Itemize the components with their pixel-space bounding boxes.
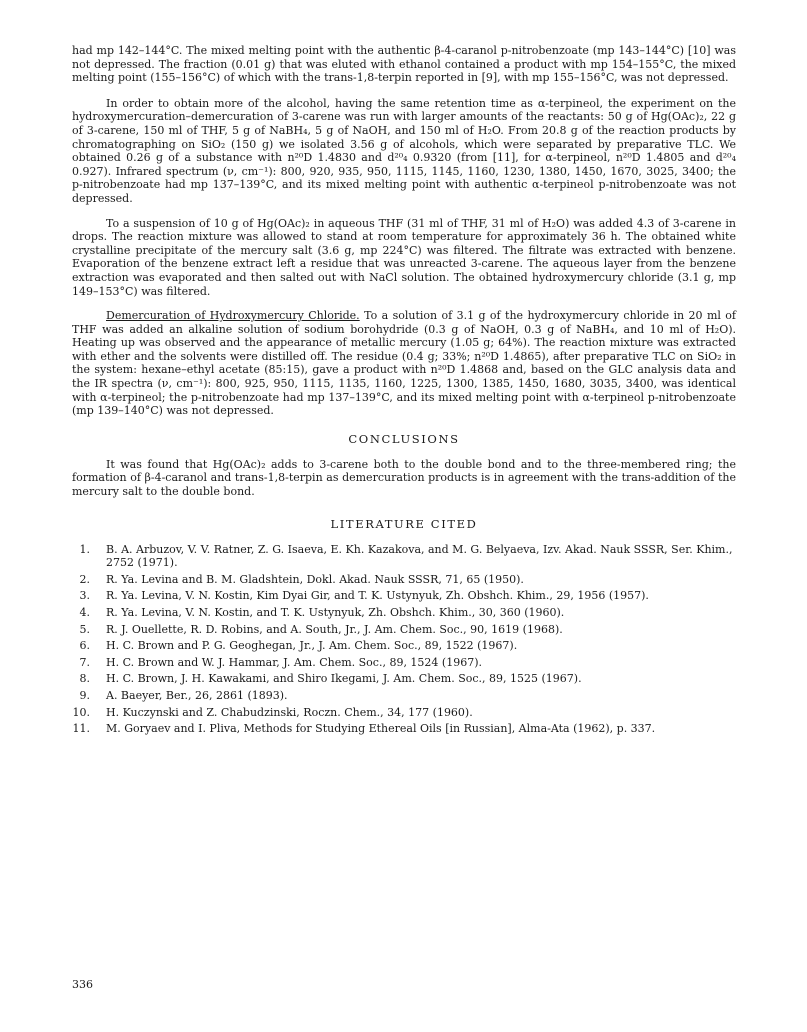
reference-number: 11. <box>72 722 90 736</box>
reference-text: R. Ya. Levina and B. M. Gladshtein, Dokl. Akad. Nauk SSSR, 71, 65 (1950). <box>106 572 524 586</box>
literature-heading: LITERATURE CITED <box>330 516 478 531</box>
reference-number: 10. <box>72 705 90 719</box>
reference-item <box>72 639 736 653</box>
reference-item <box>72 589 736 603</box>
reference-text: H. C. Brown and W. J. Hammar, J. Am. Chem. Soc., 89, 1524 (1967). <box>106 655 482 669</box>
reference-item <box>72 606 736 620</box>
reference-item <box>72 656 736 670</box>
reference-text: R. Ya. Levina, V. N. Kostin, and T. K. Ustynyuk, Zh. Obshch. Khim., 30, 360 (1960). <box>106 606 565 619</box>
body-paragraph-1: had mp 142–144°C. The mixed melting point with the authentic β-4-caranol p-nitrobenzoate (mp 143–144°C) [10] was not depressed. The fraction (0.01 g) that was eluted with ethanol contained a product with mp 154–155°C, the mixed melting point (155–156°C) of which with the trans-1,8-terpin reported in [9], with mp 155–156°C, was not depressed. <box>72 44 736 85</box>
reference-item <box>72 672 736 686</box>
reference-item <box>72 722 736 736</box>
reference-number: 8. <box>79 672 90 686</box>
section-run-in-heading: Demercuration of Hydroxymercury Chloride. <box>106 309 360 323</box>
reference-text: B. A. Arbuzov, V. V. Ratner, Z. G. Isaeva, E. Kh. Kazakova, and M. G. Belyaeva, Izv. Akad. Nauk SSSR, Ser. Khim., 2752 (1971). <box>106 542 733 570</box>
reference-item <box>72 623 736 637</box>
reference-number: 4. <box>79 606 90 619</box>
reference-list <box>72 543 736 736</box>
reference-text: H. C. Brown and P. G. Geoghegan, Jr., J. Am. Chem. Soc., 89, 1522 (1967). <box>106 639 518 653</box>
reference-number: 2. <box>79 572 90 586</box>
reference-number: 6. <box>79 639 90 653</box>
reference-item <box>72 573 736 587</box>
reference-text: A. Baeyer, Ber., 26, 2861 (1893). <box>106 688 288 702</box>
body-paragraph-2: In order to obtain more of the alcohol, having the same retention time as α-terpineol, the experiment on the hydroxymercuration–demercuration of 3-carene was run with larger amounts of the reactants: 50 g of Hg(OAc)₂, 22 g of 3-carene, 150 ml of THF, 5 g of NaBH₄, 5 g of NaOH, and 150 ml of H₂O. From 20.8 g of the reaction products by chromatographing on SiO₂ (150 g) we isolated 3.56 g of alcohols, which were separated by preparative TLC. We obtained 0.26 g of a substance with n²⁰D 1.4830 and d²⁰₄ 0.9320 (from [11], for α-terpineol, n²⁰D 1.4805 and d²⁰₄ 0.927). Infrared spectrum (ν, cm⁻¹): 800, 920, 935, 950, 1115, 1145, 1160, 1230, 1380, 1450, 1670, 3025, 3400; the p-nitrobenzoate had mp 137–139°C, and its mixed melting point with authentic α-terpineol p-nitrobenzoate was not depressed. <box>72 96 736 205</box>
reference-number: 9. <box>79 688 90 702</box>
reference-number: 3. <box>79 589 90 603</box>
reference-number: 5. <box>79 622 90 636</box>
conclusions-text: It was found that Hg(OAc)₂ adds to 3-carene both to the double bond and to the three-membered ring; the formation of β-4-caranol and trans-1,8-terpin as demercuration products is in agreement with the trans-addition of the mercury salt to the double bond. <box>72 457 736 499</box>
reference-text: R. J. Ouellette, R. D. Robins, and A. South, Jr., J. Am. Chem. Soc., 90, 1619 (1968). <box>106 622 563 636</box>
reference-text: H. C. Brown, J. H. Kawakami, and Shiro Ikegami, J. Am. Chem. Soc., 89, 1525 (1967). <box>106 672 582 686</box>
reference-number: 1. <box>79 542 90 556</box>
reference-item <box>72 706 736 720</box>
reference-text: R. Ya. Levina, V. N. Kostin, Kim Dyai Gir, and T. K. Ustynyuk, Zh. Obshch. Khim., 29, 1956 (1957). <box>106 589 649 603</box>
reference-text: M. Goryaev and I. Pliva, Methods for Studying Etherеal Oils [in Russian], Alma-Ata (1962), p. 337. <box>106 722 656 736</box>
page-number: 336 <box>72 978 93 991</box>
reference-number: 7. <box>79 655 90 669</box>
conclusions-heading: CONCLUSIONS <box>348 431 460 446</box>
paper-page <box>72 44 736 739</box>
body-paragraph-4-text: To a solution of 3.1 g of the hydroxymercury chloride in 20 ml of THF was added an alkaline solution of sodium borohydride (0.3 g of NaOH, 0.3 g of NaBH₄, and 10 ml of H₂O). Heating up was observed and the appearance of metallic mercury (1.05 g; 64%). The reaction mixture was extracted with ether and the solvents were distilled off. The residue (0.4 g; 33%; n²⁰D 1.4865), after preparative TLC on SiO₂ in the system: hexane–ethyl acetate (85:15), gave a product with n²⁰D 1.4868 and, based on the GLC analysis data and the IR spectra (ν, cm⁻¹): 800, 925, 950, 1115, 1135, 1160, 1225, 1300, 1385, 1450, 1680, 3035, 3400, was identical with α-terpineol; the p-nitrobenzoate had mp 137–139°C, and its mixed melting point with α-terpineol p-nitrobenzoate (mp 139–140°C) was not depressed. <box>72 309 736 418</box>
reference-item <box>72 543 736 570</box>
reference-text: H. Kuczynski and Z. Chabudzinski, Roczn. Chem., 34, 177 (1960). <box>106 705 473 719</box>
body-paragraph-3: To a suspension of 10 g of Hg(OAc)₂ in aqueous THF (31 ml of THF, 31 ml of H₂O) was added 4.3 of 3-carene in drops. The reaction mixture was allowed to stand at room temperature for approximately 36 h. The obtained white crystalline precipitate of the mercury salt (3.6 g, mp 224°C) was filtered. The filtrate was extracted with benzene. Evaporation of the benzene extract left a residue that was unreacted 3-carene. The aqueous layer from the benzene extraction was evaporated and then salted out with NaCl solution. The obtained hydroxymercury chloride (3.1 g, mp 149–153°C) was filtered. <box>72 216 736 298</box>
reference-item <box>72 689 736 703</box>
body-paragraph-4 <box>72 309 736 418</box>
